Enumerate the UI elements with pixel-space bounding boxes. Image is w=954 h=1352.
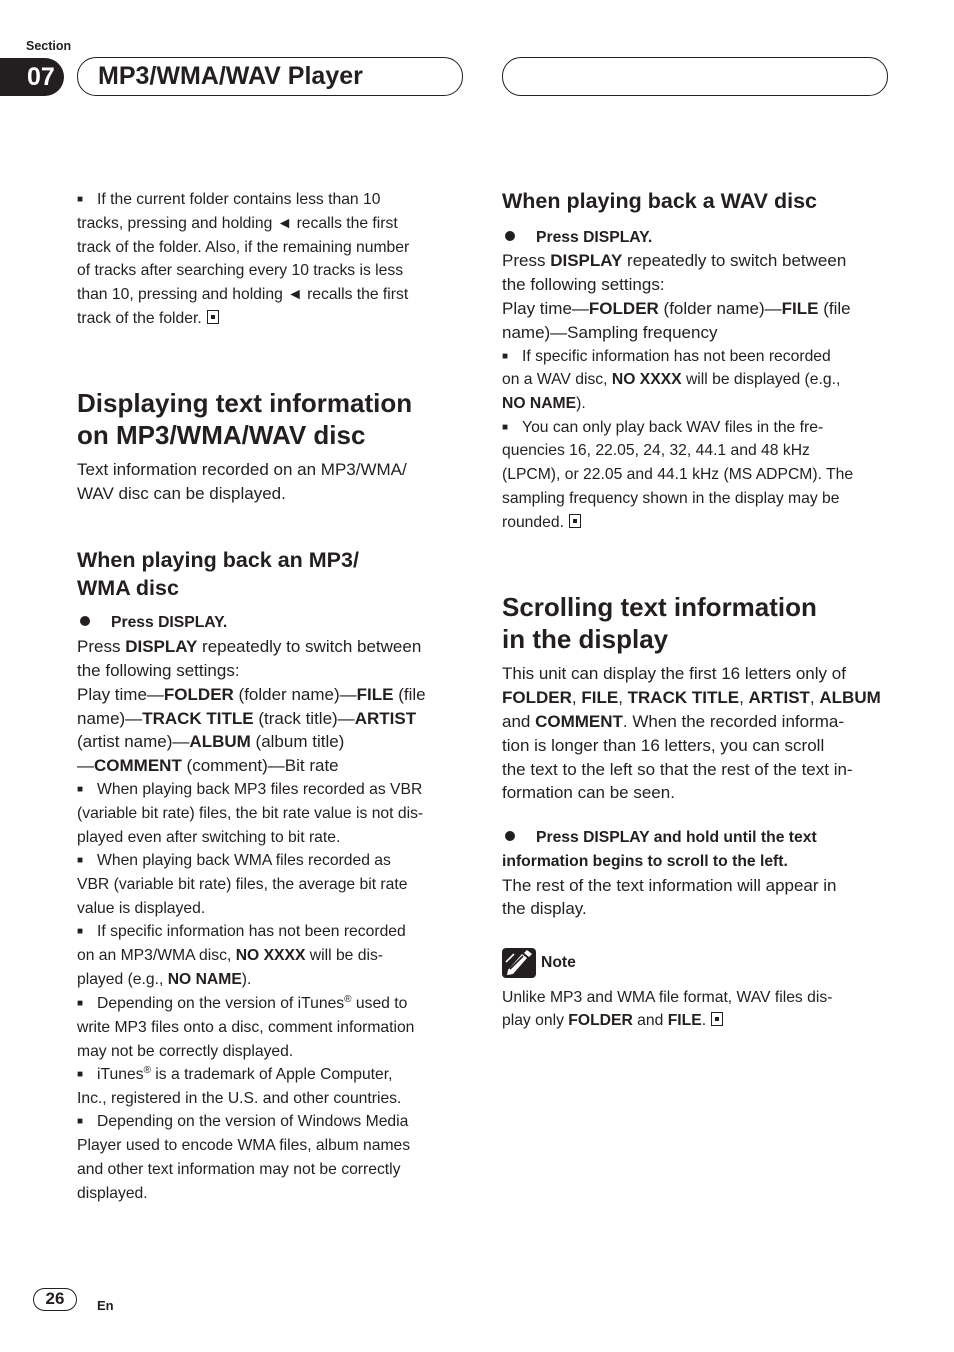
subheading-mp3-wma: When playing back an MP3/ (77, 548, 359, 572)
bullet-icon: ■ (77, 998, 84, 1009)
section-heading-display-text: Displaying text information (77, 388, 413, 418)
subheading-wav: When playing back a WAV disc (502, 189, 818, 213)
end-mark-icon (207, 310, 219, 324)
note-label: Note (541, 954, 576, 971)
step-bullet-icon (80, 616, 90, 626)
page-number: 26 (33, 1288, 77, 1311)
bullet-icon: ■ (77, 926, 84, 937)
note-pencil-icon (502, 948, 536, 978)
step-press-hold-display: Press DISPLAY and hold until the text (502, 828, 817, 848)
end-mark-icon (711, 1012, 723, 1026)
step-bullet-icon (505, 831, 515, 841)
bullet-icon: ■ (77, 1116, 84, 1127)
section-heading-display-text-2: on MP3/WMA/WAV disc (77, 420, 366, 450)
step-press-display-wav: Press DISPLAY. (502, 228, 652, 248)
end-mark-icon (569, 514, 581, 528)
section-heading-scrolling: Scrolling text information (502, 592, 817, 622)
language-label: En (97, 1298, 114, 1313)
section-heading-scrolling-2: in the display (502, 624, 669, 654)
bullet-icon: ■ (77, 194, 84, 205)
bullet-icon: ■ (502, 422, 509, 433)
bullet-icon: ■ (502, 351, 509, 362)
section-label: Section (26, 39, 72, 53)
step-bullet-icon (505, 231, 515, 241)
header-blank-box (502, 57, 888, 96)
bullet-icon: ■ (77, 855, 84, 866)
section-number-badge: 07 (0, 58, 64, 96)
bullet-icon: ■ (77, 784, 84, 795)
chapter-title: MP3/WMA/WAV Player (77, 57, 463, 96)
bullet-icon: ■ (77, 1069, 84, 1080)
step-press-display: Press DISPLAY. (77, 613, 227, 633)
subheading-mp3-wma-2: WMA disc (77, 576, 179, 600)
